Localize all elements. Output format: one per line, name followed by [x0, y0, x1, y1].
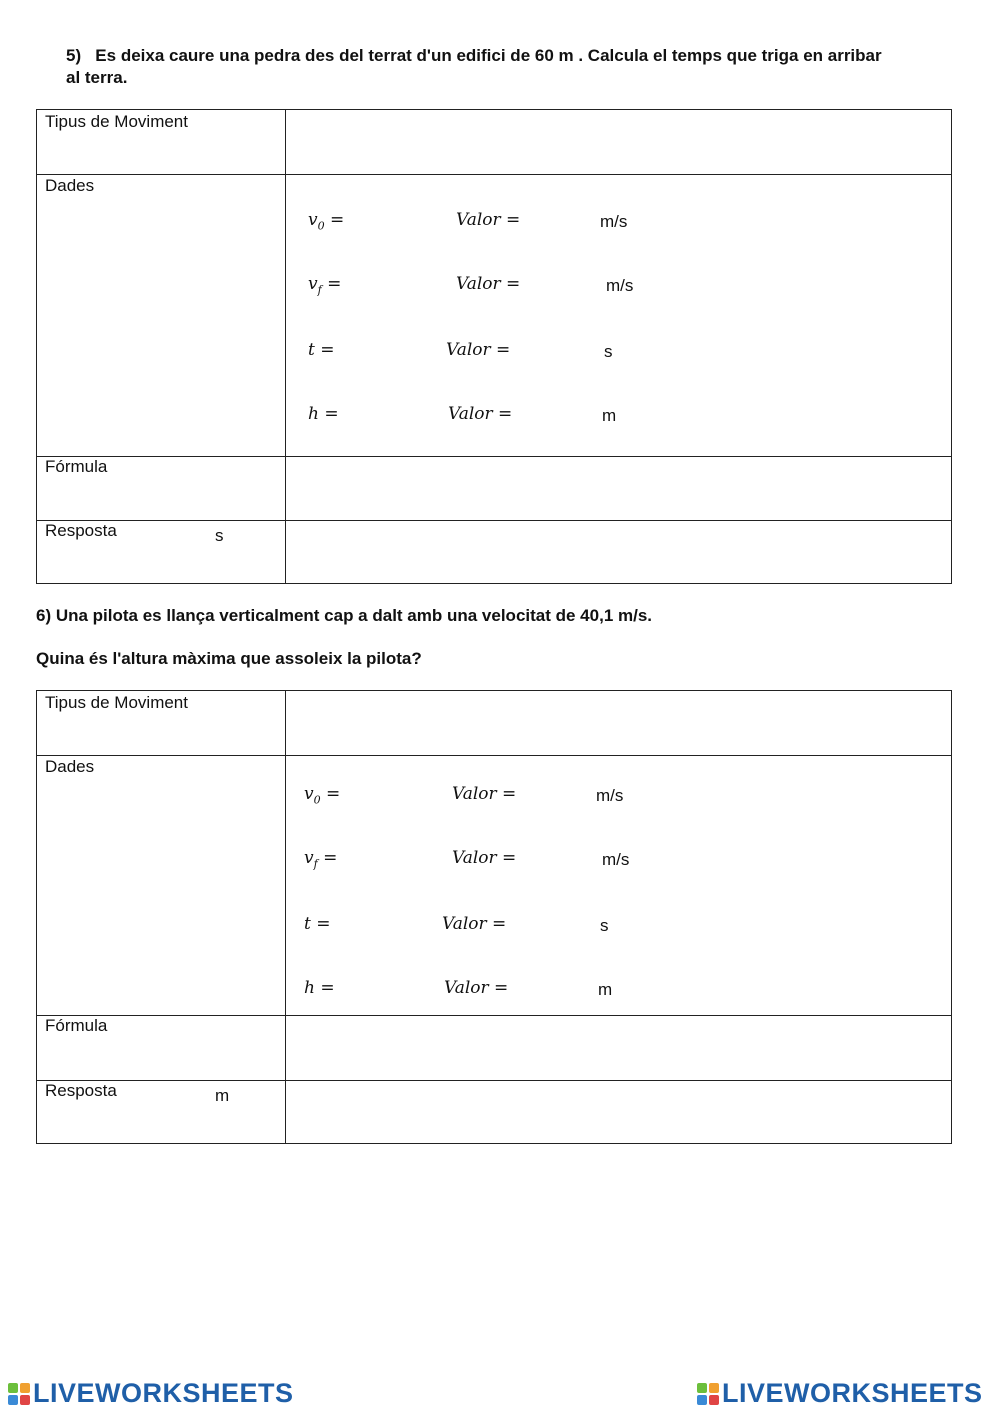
footer-logo-right [697, 1378, 983, 1409]
label-resposta: Resposta [45, 1081, 117, 1100]
input-valor-t[interactable] [515, 914, 599, 934]
valor-label-t: Valor = [446, 340, 511, 360]
valor-label-vf: Valor = [452, 848, 517, 868]
input-resposta-value[interactable] [147, 1084, 216, 1104]
input-tipus-moviment[interactable] [292, 695, 946, 752]
input-resposta[interactable] [292, 526, 946, 580]
unit-t: s [600, 916, 609, 935]
var-t: t = [308, 340, 335, 360]
var-v0: $v_0$ = [304, 784, 341, 807]
valor-label-v0: Valor = [452, 784, 517, 804]
input-v0[interactable] [382, 210, 456, 230]
input-valor-v0[interactable] [525, 784, 594, 804]
input-t[interactable] [368, 914, 442, 934]
input-resposta[interactable] [292, 1086, 946, 1140]
input-valor-h[interactable] [521, 404, 600, 424]
var-vf: $v_f$ = [304, 848, 338, 871]
valor-label-h: Valor = [444, 978, 509, 998]
unit-h: m [598, 980, 613, 999]
input-h[interactable] [374, 404, 448, 424]
question-5-number: 5) [66, 46, 82, 65]
input-v0[interactable] [378, 784, 452, 804]
input-t[interactable] [372, 340, 446, 360]
unit-h: m [602, 406, 617, 425]
label-dades: Dades [45, 176, 95, 195]
valor-label-v0: Valor = [456, 210, 521, 230]
input-valor-t[interactable] [519, 340, 603, 360]
input-valor-h[interactable] [517, 978, 596, 998]
input-formula[interactable] [292, 1021, 946, 1075]
input-valor-vf[interactable] [529, 274, 603, 294]
unit-v0: m/s [600, 212, 628, 231]
valor-label-t: Valor = [442, 914, 507, 934]
label-tipus-moviment: Tipus de Moviment [45, 112, 188, 131]
input-formula[interactable] [292, 462, 946, 516]
label-formula: Fórmula [45, 1016, 108, 1035]
input-valor-vf[interactable] [525, 848, 599, 868]
var-h: h = [308, 404, 339, 424]
input-tipus-moviment[interactable] [292, 114, 946, 171]
var-vf: $v_f$ = [308, 274, 342, 297]
unit-resposta: m [215, 1086, 230, 1105]
label-tipus-moviment: Tipus de Moviment [45, 693, 188, 712]
footer-logo-text: LIVEWORKSHEETS [33, 1378, 294, 1408]
table-question-6 [36, 690, 952, 1144]
input-vf[interactable] [382, 274, 456, 294]
question-6-line2: Quina és l'altura màxima que assoleix la pilota? [36, 649, 422, 668]
liveworksheets-logo-icon [8, 1383, 30, 1405]
question-5-text [66, 45, 966, 89]
unit-resposta: s [215, 526, 224, 545]
label-dades: Dades [45, 757, 95, 776]
var-h: h = [304, 978, 335, 998]
liveworksheets-logo-icon [697, 1383, 719, 1405]
valor-label-vf: Valor = [456, 274, 521, 294]
var-t: t = [304, 914, 331, 934]
unit-vf: m/s [602, 850, 630, 869]
valor-label-h: Valor = [448, 404, 513, 424]
input-resposta-value[interactable] [147, 524, 216, 544]
unit-t: s [604, 342, 613, 361]
unit-vf: m/s [606, 276, 634, 295]
label-formula: Fórmula [45, 457, 108, 476]
unit-v0: m/s [596, 786, 624, 805]
input-valor-v0[interactable] [529, 210, 598, 230]
input-vf[interactable] [378, 848, 452, 868]
input-h[interactable] [370, 978, 444, 998]
question-6-line1: 6) Una pilota es llança verticalment cap a dalt amb una velocitat de 40,1 m/s. [36, 606, 653, 625]
var-v0: $v_0$ = [308, 210, 345, 233]
question-5-line2: al terra. [66, 68, 128, 87]
footer-logo-left [8, 1378, 294, 1409]
footer-logo-text: LIVEWORKSHEETS [722, 1378, 983, 1408]
question-5-line1: Es deixa caure una pedra des del terrat d'un edifici de 60 m . Calcula el temps que triga en arribar [95, 46, 882, 65]
label-resposta: Resposta [45, 521, 117, 540]
table-question-5 [36, 109, 952, 584]
